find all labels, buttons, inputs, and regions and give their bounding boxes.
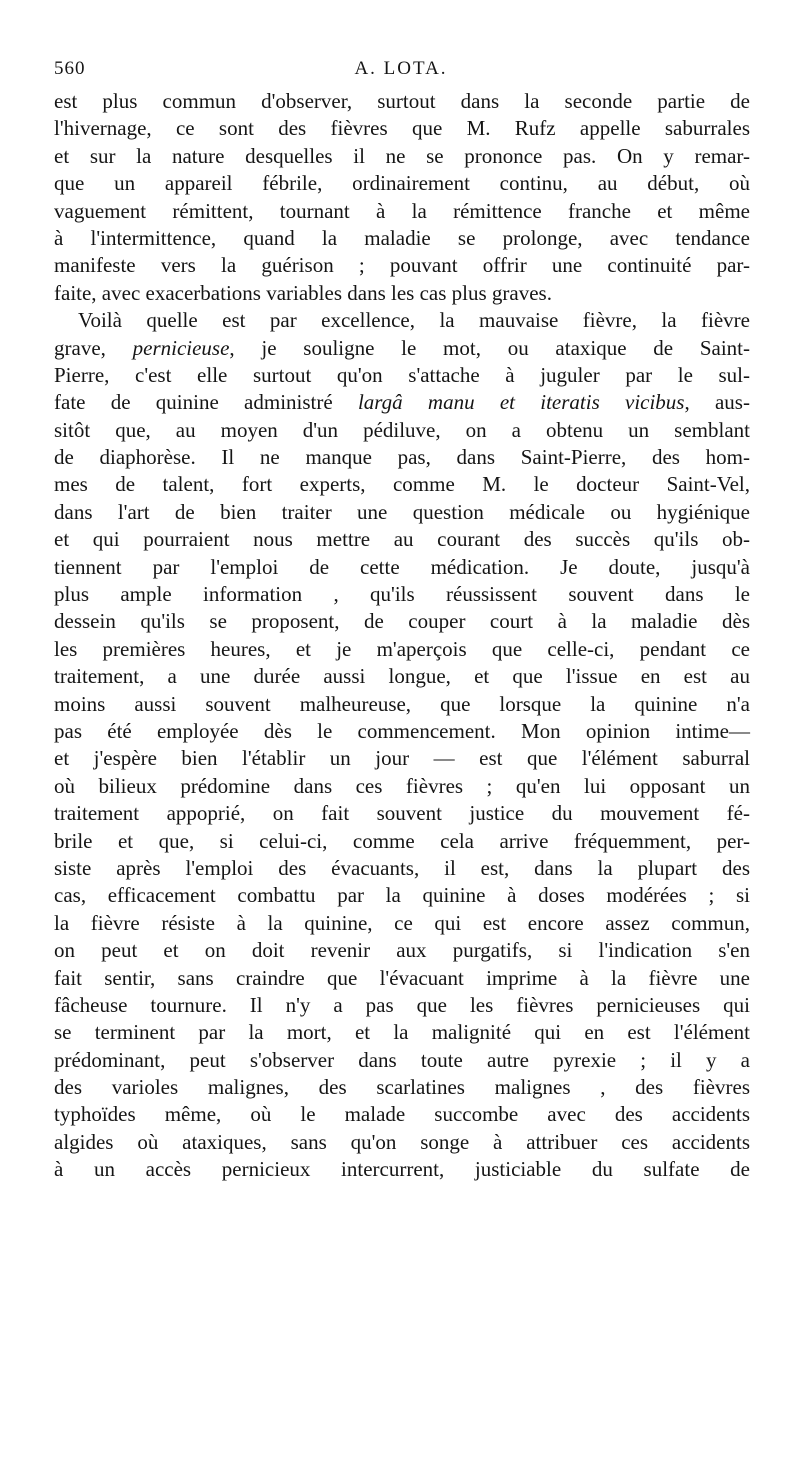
text-segment: sitôt que, au moyen d'un pédiluve, on a obtenu un semblant (54, 417, 750, 442)
text-segment: traitement, a une durée aussi longue, et que l'issue en est au (54, 664, 750, 689)
text-line (54, 745, 750, 772)
text-line (54, 115, 750, 142)
text-line (54, 198, 750, 225)
text-line (54, 1047, 750, 1074)
text-line (54, 280, 750, 307)
text-segment: fâcheuse tournure. Il n'y a pas que les fièvres pernicieuses qui (54, 992, 750, 1017)
text-line (54, 910, 750, 937)
text-segment: algides où ataxiques, sans qu'on songe à attribuer ces accidents (54, 1129, 750, 1154)
text-segment: mes de talent, fort experts, comme M. le docteur Saint-Vel, (54, 472, 750, 497)
text-line (54, 608, 750, 635)
text-segment: faite, avec exacerbations variables dans les cas plus graves. (54, 280, 552, 305)
body-text (54, 88, 750, 1184)
text-segment: brile et que, si celui-ci, comme cela arrive fréquemment, per- (54, 828, 750, 853)
text-line (54, 143, 750, 170)
text-line (54, 444, 750, 471)
italic-phrase: largâ manu et iteratis vicibus (357, 390, 685, 415)
text-segment: des varioles malignes, des scarlatines malignes , des fièvres (54, 1075, 750, 1100)
text-segment: à l'intermittence, quand la maladie se prolonge, avec tendance (54, 225, 750, 250)
text-segment: fate de quinine administré (54, 390, 358, 415)
text-segment: cas, efficacement combattu par la quinine à doses modérées ; si (54, 883, 750, 908)
text-segment: dessein qu'ils se proposent, de couper court à la maladie dès (54, 609, 750, 634)
text-segment: manifeste vers la guérison ; pouvant offrir une continuité par- (54, 253, 750, 278)
page-number: 560 (54, 58, 86, 79)
text-segment: où bilieux prédomine dans ces fièvres ; qu'en lui opposant un (54, 773, 750, 798)
text-segment: prédominant, peut s'observer dans toute autre pyrexie ; il y a (54, 1047, 750, 1072)
text-line (54, 718, 750, 745)
text-segment: tiennent par l'emploi de cette médication. Je doute, jusqu'à (54, 554, 750, 579)
text-line (54, 499, 750, 526)
text-segment: se terminent par la mort, et la malignité qui en est l'élément (54, 1020, 750, 1045)
text-segment: vaguement rémittent, tournant à la rémittence franche et même (54, 198, 750, 223)
text-segment: siste après l'emploi des évacuants, il est, dans la plupart des (54, 855, 750, 880)
text-segment: de diaphorèse. Il ne manque pas, dans Saint-Pierre, des hom- (54, 445, 750, 470)
text-segment: Pierre, c'est elle surtout qu'on s'attache à juguler par le sul- (54, 362, 750, 387)
text-line (54, 389, 750, 416)
text-segment: que un appareil fébrile, ordinairement continu, au début, où (54, 171, 750, 196)
text-line (54, 225, 750, 252)
text-line (54, 965, 750, 992)
text-line (54, 1129, 750, 1156)
text-line (54, 691, 750, 718)
running-head (54, 58, 748, 88)
text-segment: Voilà quelle est par excellence, la mauvaise fièvre, la fièvre (78, 308, 750, 333)
text-segment: grave, (54, 335, 133, 360)
text-segment: pas été employée dès le commencement. Mon opinion intime— (54, 718, 750, 743)
text-line (54, 636, 750, 663)
text-line (54, 1019, 750, 1046)
text-segment: et qui pourraient nous mettre au courant des succès qu'ils ob- (54, 527, 750, 552)
text-line (54, 800, 750, 827)
text-line (54, 828, 750, 855)
text-segment: les premières heures, et je m'aperçois que celle-ci, pendant ce (54, 636, 750, 661)
text-segment: est plus commun d'observer, surtout dans la seconde partie de (54, 89, 750, 113)
text-line (54, 581, 750, 608)
text-segment: et j'espère bien l'établir un jour — est que l'élément saburral (54, 746, 750, 771)
text-segment: à un accès pernicieux intercurrent, justiciable du sulfate de (54, 1157, 750, 1182)
text-segment: fait sentir, sans craindre que l'évacuant imprime à la fièvre une (54, 965, 750, 990)
text-line (54, 1101, 750, 1128)
text-segment: et sur la nature desquelles il ne se prononce pas. On y remar- (54, 143, 750, 168)
text-line (54, 88, 750, 115)
text-line (54, 417, 750, 444)
text-segment: traitement appoprié, on fait souvent justice du mouvement fé- (54, 801, 750, 826)
text-segment: la fièvre résiste à la quinine, ce qui est encore assez commun, (54, 910, 750, 935)
text-line (54, 882, 750, 909)
text-segment: , aus- (684, 390, 750, 415)
text-segment: on peut et on doit revenir aux purgatifs, si l'indication s'en (54, 938, 750, 963)
text-line (54, 992, 750, 1019)
text-line (54, 252, 750, 279)
text-segment: plus ample information , qu'ils réussissent souvent dans le (54, 582, 750, 607)
text-line (54, 554, 750, 581)
text-line (54, 471, 750, 498)
text-line (54, 773, 750, 800)
text-segment: typhoïdes même, où le malade succombe avec des accidents (54, 1102, 750, 1127)
text-segment: l'hivernage, ce sont des fièvres que M. Rufz appelle saburrales (54, 116, 750, 141)
text-line (54, 362, 750, 389)
text-line (54, 170, 750, 197)
text-line (54, 663, 750, 690)
text-segment: dans l'art de bien traiter une question médicale ou hygiénique (54, 499, 750, 524)
text-line (54, 1074, 750, 1101)
running-title: A. LOTA. (354, 58, 448, 79)
text-line (54, 526, 750, 553)
text-line (54, 937, 750, 964)
text-line (54, 855, 750, 882)
text-line (54, 335, 750, 362)
text-segment: , je souligne le mot, ou ataxique de Saint- (229, 335, 750, 360)
italic-phrase: pernicieuse (132, 335, 230, 360)
text-line (54, 1156, 750, 1183)
text-line (54, 307, 750, 334)
text-segment: moins aussi souvent malheureuse, que lorsque la quinine n'a (54, 691, 750, 716)
